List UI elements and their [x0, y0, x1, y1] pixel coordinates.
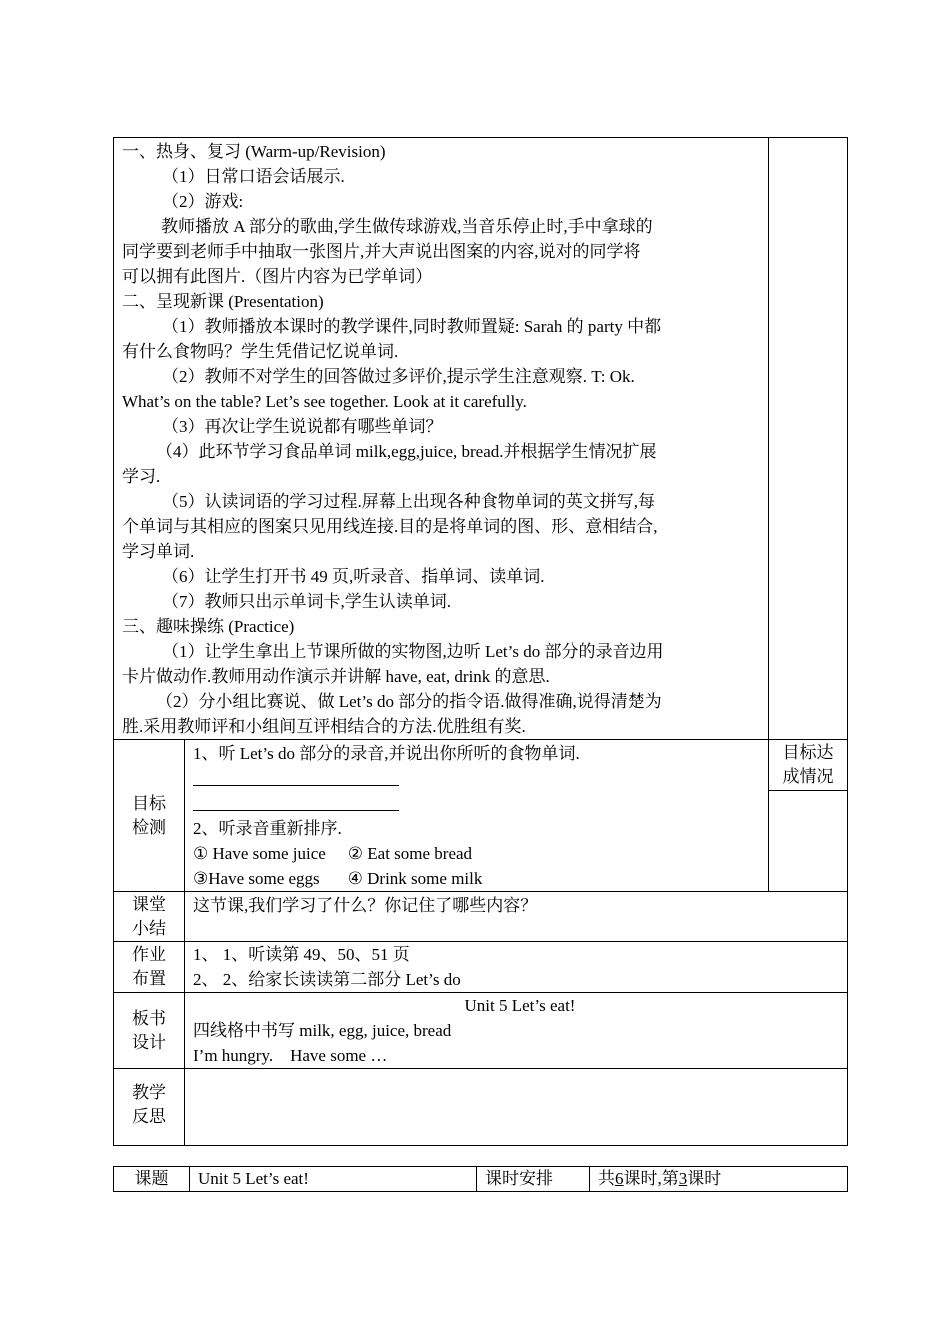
board-label: 板书: [132, 1008, 166, 1028]
procedure-line: 胜.采用教师评和小组间互评相结合的方法.优胜组有奖.: [122, 717, 526, 736]
goal-label: 目标: [132, 793, 166, 813]
procedure-line: （7）教师只出示单词卡,学生认读单词.: [162, 592, 451, 611]
topic-label: 课题: [114, 1167, 190, 1192]
topic-value: Unit 5 Let’s eat!: [190, 1167, 477, 1192]
option-2: ② Eat some bread: [347, 844, 473, 863]
summary-content-cell: [185, 892, 848, 942]
procedure-line: 个单词与其相应的图案只见用线连接.目的是将单词的图、形、意相结合,: [122, 517, 658, 536]
goal-status-label: 目标达: [782, 743, 834, 762]
goal-item-1: 1、听 Let’s do 部分的录音,并说出你所听的食物单词.: [193, 744, 580, 763]
homework-label: 布置: [132, 969, 166, 988]
procedure-line: （2）教师不对学生的回答做过多评价,提示学生注意观察. T: Ok.: [162, 367, 635, 386]
homework-item-1: 1、 1、听读第 49、50、51 页: [193, 945, 410, 964]
procedure-line: （2）游戏:: [162, 192, 244, 211]
procedure-line: （6）让学生打开书 49 页,听录音、指单词、读单词.: [162, 567, 545, 586]
goal-status-label-cell: [769, 740, 848, 791]
board-content-cell: [185, 993, 848, 1069]
reflection-content-cell: [185, 1069, 848, 1146]
board-label-cell: [114, 993, 185, 1069]
homework-item-2: 2、 2、给家长读读第二部分 Let’s do: [193, 970, 461, 989]
board-line: 四线格中书写 milk, egg, juice, bread: [193, 1021, 452, 1040]
schedule-total-suffix: 课时,第: [623, 1169, 679, 1188]
procedure-line: 同学要到老师手中抽取一张图片,并大声说出图案的内容,说对的同学将: [122, 242, 641, 261]
procedure-side-cell: [769, 138, 848, 740]
homework-label-cell: [114, 942, 185, 993]
option-4: ④ Drink some milk: [347, 869, 483, 888]
procedure-line: 卡片做动作.教师用动作演示并讲解 have, eat, drink 的意思.: [122, 667, 550, 686]
option-3: ③Have some eggs: [193, 869, 320, 888]
homework-label: 作业: [132, 945, 166, 964]
section-title-presentation: 二、呈现新课 (Presentation): [122, 292, 324, 311]
board-label: 设计: [132, 1032, 166, 1052]
board-line: I’m hungry. Have some …: [193, 1046, 388, 1065]
goal-item-2: 2、听录音重新排序.: [193, 819, 342, 838]
procedure-line: （1）让学生拿出上节课所做的实物图,边听 Let’s do 部分的录音边用: [162, 642, 664, 661]
goal-status-label: 成情况: [782, 767, 834, 786]
procedure-line: 可以拥有此图片.（图片内容为已学单词）: [122, 267, 433, 286]
reflection-label: 教学: [132, 1083, 166, 1102]
schedule-total-prefix: 共: [598, 1169, 615, 1188]
schedule-total: 6: [615, 1169, 624, 1188]
schedule-label: 课时安排: [477, 1167, 590, 1192]
reflection-label-cell: [114, 1069, 185, 1146]
answer-blank: [193, 791, 768, 816]
option-1: ① Have some juice: [193, 844, 326, 863]
summary-label-cell: [114, 892, 185, 942]
reflection-label: 反思: [132, 1107, 166, 1126]
answer-blank: [193, 766, 768, 791]
summary-label: 小结: [132, 918, 166, 938]
summary-text: 这节课,我们学习了什么？你记住了哪些内容？: [193, 896, 538, 915]
procedure-line: （4）此环节学习食品单词 milk,egg,juice, bread.并根据学生情况扩展: [156, 442, 657, 461]
goal-options-row: [193, 866, 768, 891]
procedure-line: （3）再次让学生说说都有哪些单词？: [162, 417, 443, 436]
lesson-plan-table: [113, 137, 848, 1146]
goal-status-cell: [769, 790, 848, 891]
lesson-info-table: [113, 1166, 848, 1192]
goal-content-cell: [185, 740, 769, 892]
procedure-line: （1）教师播放本课时的教学课件,同时教师置疑: Sarah 的 party 中都: [162, 317, 662, 336]
procedure-cell: [114, 138, 769, 740]
procedure-line: （5）认读词语的学习过程.屏幕上出现各种食物单词的英文拼写,每: [162, 492, 655, 511]
section-title-warmup: 一、热身、复习 (Warm-up/Revision): [122, 142, 386, 161]
procedure-line: （2）分小组比赛说、做 Let’s do 部分的指令语.做得准确,说得清楚为: [156, 692, 662, 711]
goal-label: 检测: [132, 817, 166, 837]
homework-content-cell: [185, 942, 848, 993]
section-title-practice: 三、趣味操练 (Practice): [122, 617, 295, 636]
board-title: Unit 5 Let’s eat!: [464, 996, 576, 1015]
summary-label: 课堂: [132, 894, 166, 914]
schedule-value: [590, 1167, 848, 1192]
procedure-line: What’s on the table? Let’s see together. Look at it carefully.: [122, 392, 527, 411]
procedure-line: 有什么食物吗？学生凭借记忆说单词.: [122, 342, 399, 361]
procedure-line: 教师播放 A 部分的歌曲,学生做传球游戏,当音乐停止时,手中拿球的: [161, 217, 653, 236]
schedule-current-suffix: 课时: [687, 1169, 722, 1188]
schedule-current: 3: [678, 1169, 688, 1188]
procedure-line: （1）日常口语会话展示.: [162, 167, 345, 186]
procedure-line: 学习.: [122, 467, 161, 486]
procedure-line: 学习单词.: [122, 542, 195, 561]
goal-label-cell: [114, 740, 185, 892]
goal-options-row: [193, 841, 768, 866]
